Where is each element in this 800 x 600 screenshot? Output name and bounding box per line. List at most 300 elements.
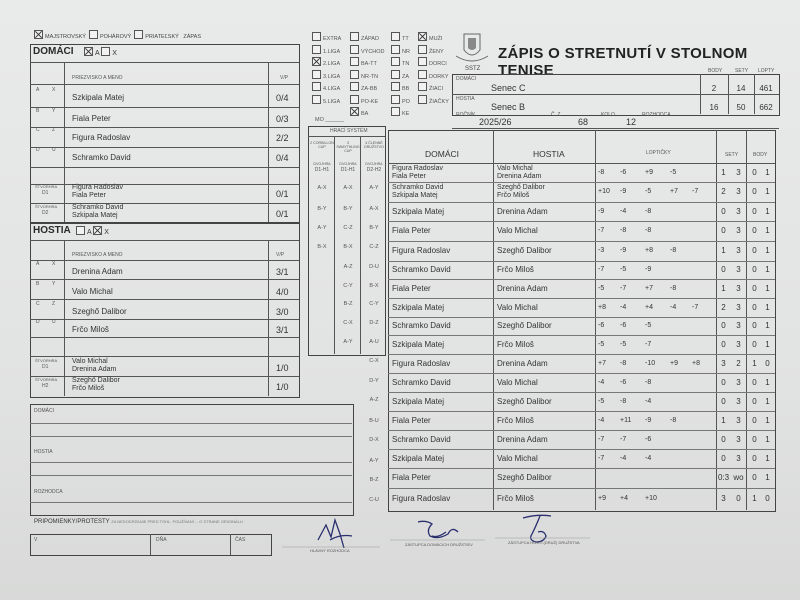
category-option[interactable] — [418, 32, 442, 42]
system-head-pair: D2-H2 — [366, 167, 382, 173]
league-option[interactable] — [391, 70, 409, 80]
body-home: 0 — [752, 434, 757, 444]
category-option[interactable] — [418, 70, 449, 80]
sets-home: 0 — [721, 321, 726, 330]
referee-label: ROZHODCA — [642, 112, 671, 118]
league-option[interactable] — [350, 82, 377, 92]
set-score: +7 — [670, 188, 678, 195]
player-name: Drenina Adam — [72, 267, 123, 276]
sets-home: 3 — [721, 494, 726, 503]
set-score: +10 — [598, 188, 610, 195]
doubles-vp: 1/0 — [276, 382, 289, 392]
category-option-label: ŽIAČKY — [429, 98, 449, 105]
set-score: -4 — [620, 303, 627, 311]
system-pair: B-Y — [343, 206, 353, 212]
player-name: Szkipala Matej — [72, 93, 125, 102]
checkbox[interactable] — [312, 32, 321, 41]
sets-home: 1 — [721, 246, 726, 255]
match-home-player: Szkipala Matej — [392, 396, 445, 406]
col-sety-label: SETY — [735, 68, 749, 74]
set-score: -5 — [620, 340, 627, 348]
player-letter-1: A — [36, 261, 40, 267]
logo-text: SSTZ — [465, 66, 481, 72]
body-away: 1 — [765, 226, 770, 235]
system-title: HRACÍ SYSTÉM — [330, 128, 368, 134]
sets-away: 3 — [736, 339, 741, 349]
doubles-caption: ŠTVORHRA — [35, 184, 58, 189]
system-pair: A-Z — [369, 397, 379, 403]
match-type-2[interactable]: POHÁROVÝ — [89, 34, 131, 40]
set-score: +9 — [670, 359, 678, 367]
system-head: DVOJHRA — [339, 162, 357, 166]
sets-home: 3 — [721, 358, 726, 368]
match-home-player: Fiala Peter — [392, 172, 426, 180]
category-option[interactable] — [418, 45, 444, 55]
league-option[interactable] — [391, 32, 409, 42]
league-option-label: 3.LIGA — [323, 73, 341, 80]
player-vp: 3/1 — [276, 325, 289, 335]
sets-home: 0 — [721, 339, 726, 349]
notes-domaci-label: DOMÁCI — [34, 408, 54, 414]
away-col-name: PRIEZVISKO A MENO — [72, 252, 123, 258]
match-away-player: Drenina Adam — [497, 206, 548, 216]
system-pair: C-U — [369, 497, 379, 503]
body-away: 1 — [765, 339, 770, 349]
sets-away: 3 — [736, 396, 741, 406]
match-home-player: Fiala Peter — [392, 415, 431, 425]
player-name: Valo Michal — [72, 287, 113, 296]
player-letter-1: D — [36, 147, 40, 153]
league-option-label: EXTRA — [323, 36, 342, 42]
match-home-player: Schramko David — [392, 184, 444, 191]
category-option-label: DORKY — [429, 73, 449, 80]
body-away: 1 — [765, 265, 770, 274]
away-body: 16 — [709, 103, 719, 112]
league-option-label: KE — [402, 111, 410, 117]
home-sety: 14 — [736, 84, 746, 93]
home-options: A X — [84, 47, 117, 57]
signature-referee-label: HLAVNÝ ROZHODCA — [310, 548, 350, 553]
system-pair: B-Y — [317, 206, 327, 212]
player-name: Frčo Miloš — [72, 325, 109, 334]
sets-away: 3 — [736, 415, 741, 425]
checkbox[interactable] — [350, 57, 359, 66]
player-letter-1: D — [36, 319, 40, 325]
doubles-player-1: Szeghő Dalibor — [72, 377, 120, 384]
set-score: -5 — [670, 168, 677, 176]
league-option[interactable] — [350, 45, 385, 55]
checkbox[interactable] — [418, 57, 427, 66]
set-score: -8 — [670, 247, 677, 254]
match-col-points: LOPTIČKY — [646, 150, 671, 156]
sets-home: 2 — [721, 302, 726, 312]
match-col-body: BODY — [753, 152, 768, 158]
body-home: 0 — [752, 265, 757, 274]
match-home-player: Szkipala Matej — [392, 192, 438, 199]
league-option-label: BB — [402, 86, 410, 92]
body-away: 1 — [765, 187, 770, 196]
system-pair: A-Y — [369, 458, 379, 464]
match-col-sets: SETY — [725, 152, 739, 158]
home-label: DOMÁCI — [33, 46, 74, 57]
checkbox[interactable] — [350, 82, 359, 91]
set-score: -5 — [598, 397, 605, 405]
system-pair: A-U — [369, 339, 379, 345]
match-home-player: Szkipala Matej — [392, 453, 445, 463]
checkbox[interactable] — [391, 107, 400, 116]
system-pair: C-X — [343, 320, 353, 326]
player-letter-2: Z — [52, 301, 56, 307]
signature-away — [523, 515, 551, 542]
cz-value: 68 — [578, 117, 589, 127]
player-letter-2: U — [52, 319, 56, 325]
set-score: -5 — [598, 340, 605, 348]
league-option[interactable] — [312, 95, 340, 105]
sets-home: 0 — [721, 434, 726, 444]
sets-away: 3 — [736, 187, 741, 196]
league-option[interactable] — [312, 70, 340, 80]
set-score: -9 — [645, 266, 652, 273]
set-score: +11 — [620, 416, 632, 424]
checkbox[interactable] — [391, 95, 400, 104]
league-option[interactable] — [391, 95, 410, 105]
checkbox[interactable] — [391, 82, 400, 91]
cz-label: Č. Z. — [551, 112, 562, 118]
set-score: -7 — [692, 188, 699, 195]
set-score: -8 — [670, 416, 677, 424]
system-pair: A-Y — [343, 339, 353, 345]
doubles-player-2: Fiala Peter — [72, 192, 106, 199]
set-score: -5 — [645, 322, 652, 329]
set-score: -8 — [620, 227, 627, 234]
system-pair: B-U — [369, 418, 379, 424]
set-score: -8 — [620, 359, 627, 367]
checkbox[interactable] — [391, 45, 400, 54]
checkbox[interactable] — [312, 45, 321, 54]
player-name: Fiala Peter — [72, 114, 111, 123]
system-head: DVOJHRA — [365, 162, 383, 166]
match-type-1[interactable]: MAJSTROVSKÝ — [34, 34, 86, 40]
system-pair: C-Z — [369, 244, 379, 250]
checkbox[interactable] — [76, 226, 85, 235]
match-home-player: Figura Radoslav — [392, 246, 451, 255]
system-pair: A-Y — [317, 225, 327, 231]
checkbox[interactable] — [391, 57, 400, 66]
system-sub: 3 SWAYTHLING CUP — [336, 141, 360, 153]
body-away: 1 — [765, 167, 770, 177]
match-home-player: Fiala Peter — [392, 226, 431, 235]
league-option[interactable] — [312, 45, 340, 55]
col-lopty-label: LOPTY — [758, 68, 775, 74]
match-away-player: Drenina Adam — [497, 283, 548, 293]
match-home-player: Schramko David — [392, 321, 451, 330]
set-score: +8 — [645, 247, 653, 254]
set-score: +4 — [645, 303, 653, 311]
league-option[interactable] — [350, 95, 378, 105]
teams-hostia-label: HOSTIA — [456, 96, 475, 102]
player-name: Figura Radoslav — [72, 133, 131, 142]
notes-rozhodca-label: ROZHODCA — [34, 489, 63, 495]
set-score: +7 — [645, 284, 653, 292]
league-option-label: PO — [402, 98, 410, 105]
category-option[interactable] — [418, 57, 447, 67]
sets-home: 0:3 — [717, 473, 730, 482]
sets-away: 2 — [736, 358, 741, 368]
away-options: A X — [76, 226, 109, 236]
checkbox[interactable] — [418, 70, 427, 79]
player-name: Schramko David — [72, 153, 131, 162]
sets-home: 0 — [721, 453, 726, 463]
league-option[interactable] — [391, 45, 410, 55]
match-away-player: Szeghő Dalibor — [497, 473, 552, 482]
sets-home: 0 — [721, 265, 726, 274]
set-score: -6 — [620, 168, 627, 176]
system-pair: A-X — [317, 185, 327, 191]
league-option-label: 4.LIGA — [323, 86, 341, 92]
set-score: -7 — [620, 435, 627, 443]
body-home: 0 — [752, 167, 757, 177]
match-away-player: Drenina Adam — [497, 358, 548, 368]
system-pair: B-Z — [369, 477, 379, 483]
league-option[interactable] — [391, 82, 409, 92]
sets-away: 3 — [736, 167, 741, 177]
player-letter-1: C — [36, 301, 40, 307]
system-head-pair: D1-H1 — [340, 167, 356, 173]
category-option[interactable] — [418, 82, 443, 92]
system-pair: D-X — [369, 437, 379, 443]
notes-box — [30, 404, 354, 516]
category-option[interactable] — [418, 95, 449, 105]
checkbox[interactable] — [350, 32, 359, 41]
league-option[interactable] — [350, 32, 379, 42]
match-home-player: Figura Radoslav — [392, 164, 443, 172]
checkbox[interactable] — [350, 45, 359, 54]
zapas-label: ZÁPAS — [183, 34, 202, 40]
doubles-player-1: Schramko David — [72, 204, 124, 211]
checkbox[interactable] — [391, 32, 400, 41]
sets-away: 3 — [736, 226, 741, 235]
checkbox[interactable] — [134, 30, 143, 39]
system-pair: C-Z — [343, 225, 353, 231]
sets-away: 3 — [736, 453, 741, 463]
match-col-away: HOSTIA — [533, 149, 565, 159]
body-home: 0 — [752, 453, 757, 463]
match-home-player: Schramko David — [392, 265, 451, 274]
match-type-row — [34, 30, 201, 40]
match-away-player: Valo Michal — [497, 302, 538, 312]
body-home: 0 — [752, 206, 757, 216]
checkbox-checked[interactable] — [312, 57, 321, 66]
set-score: -6 — [645, 435, 652, 443]
system-pair: A-X — [369, 206, 379, 212]
player-letter-2: X — [52, 261, 56, 267]
player-letter-2: X — [52, 87, 56, 93]
checkbox[interactable] — [350, 95, 359, 104]
body-home: 0 — [752, 246, 757, 255]
match-home-player: Szkipala Matej — [392, 339, 445, 349]
checkbox[interactable] — [418, 45, 427, 54]
sets-home: 0 — [721, 226, 726, 235]
body-away: 1 — [765, 321, 770, 330]
league-option[interactable] — [391, 57, 409, 67]
set-score: -8 — [598, 168, 605, 176]
home-col-vp: V/P — [280, 75, 289, 81]
match-away-player: Frčo Miloš — [497, 265, 534, 274]
player-letter-1: B — [36, 108, 40, 114]
checkbox-checked[interactable] — [418, 32, 427, 41]
body-home: 1 — [752, 494, 757, 503]
sets-home: 2 — [721, 187, 726, 196]
set-score: -3 — [598, 247, 605, 254]
sets-home: 1 — [721, 415, 726, 425]
sets-away: 3 — [736, 377, 741, 387]
match-away-player: Szeghő Dalibor — [497, 246, 552, 255]
set-score: -4 — [620, 207, 627, 215]
set-score: +8 — [598, 303, 606, 311]
match-home-player: Fiala Peter — [392, 283, 431, 293]
set-score: -8 — [670, 284, 677, 292]
set-score: -7 — [598, 266, 605, 273]
match-home-player: Schramko David — [392, 377, 451, 387]
match-home-player: Schramko David — [392, 434, 451, 444]
set-score: +10 — [645, 495, 657, 502]
signature-home-label: ZÁSTUPCA DOMÁCICH DRUŽSTIEV — [405, 542, 473, 547]
checkbox[interactable] — [391, 70, 400, 79]
league-option-label: BA — [361, 111, 369, 117]
league-option-label: BA-TT — [361, 61, 377, 67]
body-away: 1 — [765, 302, 770, 312]
body-away: 1 — [765, 283, 770, 293]
sets-home: 0 — [721, 377, 726, 387]
player-letter-1: A — [36, 87, 40, 93]
league-option[interactable] — [312, 57, 340, 67]
match-away-player: Valo Michal — [497, 453, 538, 463]
body-home: 0 — [752, 473, 757, 482]
away-sety: 50 — [736, 103, 746, 112]
player-vp: 0/4 — [276, 93, 289, 103]
system-pair: D-Z — [369, 320, 379, 326]
home-team-name: Senec C — [491, 83, 526, 93]
set-score: -5 — [620, 266, 627, 273]
set-score: +8 — [692, 359, 700, 367]
league-option[interactable] — [350, 57, 377, 67]
kolo-label: KOLO — [601, 112, 615, 118]
set-score: -6 — [620, 322, 627, 329]
away-team-name: Senec B — [491, 102, 526, 112]
body-away: 0 — [765, 358, 770, 368]
player-name: Szeghő Dalibor — [72, 307, 127, 316]
match-away-player: Szeghő Dalibor — [497, 321, 552, 330]
league-option[interactable] — [312, 82, 340, 92]
system-pair: C-X — [369, 358, 379, 364]
sets-away: 0 — [736, 494, 741, 503]
doubles-player-2: Szkipala Matej — [72, 212, 118, 219]
doubles-tag: D2 — [42, 210, 49, 216]
player-letter-2: U — [52, 147, 56, 153]
system-pair: A-Y — [369, 185, 379, 191]
rocnik-label: ROČNÍK — [456, 112, 476, 118]
category-option-label: ŽIACI — [429, 86, 444, 92]
col-body-label: BODY — [708, 68, 723, 74]
league-option-label: ZA-BB — [361, 86, 378, 92]
system-pair: D-Y — [369, 378, 379, 384]
checkbox[interactable] — [312, 82, 321, 91]
set-score: -4 — [645, 397, 652, 405]
player-vp: 0/3 — [276, 114, 289, 124]
checkbox-checked[interactable] — [84, 47, 93, 56]
league-option-label: 1.LIGA — [323, 48, 341, 55]
teams-domaci-label: DOMÁCI — [456, 76, 476, 82]
body-home: 0 — [752, 396, 757, 406]
league-option[interactable] — [391, 107, 409, 117]
doubles-vp: 0/1 — [276, 209, 289, 219]
set-score: -8 — [645, 207, 652, 215]
doubles-player-1: Figura Radoslav — [72, 184, 123, 191]
set-score: -4 — [598, 378, 605, 386]
rocnik-value: 2025/26 — [479, 117, 512, 127]
match-away-player: Valo Michal — [497, 164, 533, 172]
system-sub: 4 ČLENNÉ DRUŽSTVO — [364, 141, 384, 149]
checkbox[interactable] — [312, 95, 321, 104]
doubles-vp: 0/1 — [276, 189, 289, 199]
body-away: 1 — [765, 206, 770, 216]
match-away-player: Frčo Miloš — [497, 192, 530, 199]
match-home-player: Szkipala Matej — [392, 206, 445, 216]
checkbox[interactable] — [418, 95, 427, 104]
player-letter-2: Y — [52, 281, 56, 287]
checkbox-checked[interactable] — [34, 30, 43, 39]
checkbox[interactable] — [350, 70, 359, 79]
checkbox-checked[interactable] — [350, 107, 359, 116]
system-pair: B-X — [369, 283, 379, 289]
sets-home: 0 — [721, 396, 726, 406]
doubles-caption: ŠTVORHRA — [35, 377, 58, 382]
system-pair: B-Y — [369, 225, 379, 231]
body-home: 0 — [752, 339, 757, 349]
checkbox[interactable] — [89, 30, 98, 39]
checkbox[interactable] — [312, 70, 321, 79]
checkbox[interactable] — [418, 82, 427, 91]
match-home-player: Fiala Peter — [392, 473, 431, 482]
sets-away: wo — [733, 473, 744, 482]
set-score: -7 — [645, 340, 652, 348]
set-score: -8 — [645, 227, 652, 234]
set-score: -8 — [620, 397, 627, 405]
match-col-home: DOMÁCI — [425, 149, 459, 159]
match-away-player: Szeghő Dalibor — [497, 184, 545, 191]
set-score: -4 — [620, 454, 627, 462]
set-score: -5 — [598, 284, 605, 292]
league-option[interactable] — [350, 107, 368, 117]
checkbox-checked[interactable] — [93, 226, 102, 235]
body-home: 0 — [752, 187, 757, 196]
sets-away: 3 — [736, 265, 741, 274]
signature-home — [418, 521, 458, 537]
body-home: 1 — [752, 358, 757, 368]
system-pair: A-Z — [343, 264, 353, 270]
match-type-3[interactable]: PRIATEĽSKÝ — [134, 34, 179, 40]
match-away-player: Drenina Adam — [497, 172, 542, 180]
league-option[interactable] — [350, 70, 378, 80]
checkbox[interactable] — [101, 47, 110, 56]
set-score: -9 — [645, 416, 652, 424]
sets-away: 3 — [736, 246, 741, 255]
league-option[interactable] — [312, 32, 341, 42]
set-score: -7 — [598, 454, 605, 462]
set-score: -9 — [620, 247, 627, 254]
body-home: 0 — [752, 377, 757, 387]
body-away: 1 — [765, 246, 770, 255]
